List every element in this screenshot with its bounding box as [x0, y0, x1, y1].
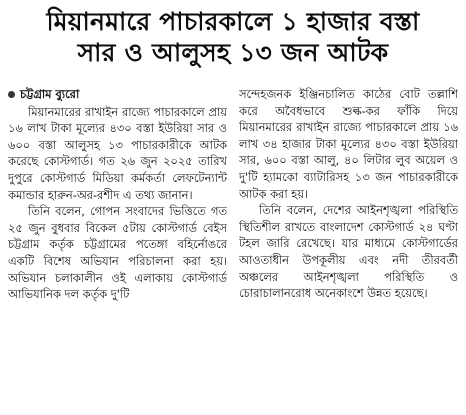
paragraph: তিনি বলেন, দেশের আইনশৃঙ্খলা পরিস্থিতি স্থিতিশীল রাখতে বাংলাদেশ কোস্টগার্ড ২৪ ঘণ্টা টহল জারি রেখেছে। যার মাধ্যমে কোস্টগার্ডের আওতাধীন উপকূলীয় এবং নদী তীরবর্তী অঞ্চলের আইনশৃঙ্খলা পরিস্থিতি ও চোরাচালানরোধ অনেকাংশে উন্নত হয়েছে। [239, 203, 458, 301]
byline-text: চট্টগ্রাম ব্যুরো [20, 87, 80, 101]
article-body [8, 86, 458, 415]
left-column [8, 86, 227, 415]
headline-line-2: সার ও আলুসহ ১৩ জন আটক [77, 38, 389, 67]
paragraph: তিনি বলেন, গোপন সংবাদের ভিত্তিতে গত ২৫ জুন বুধবার বিকেল ৫টায় কোস্টগার্ড বেইস চট্টগ্রাম কর্তৃক চট্টগ্রামের পতেঙ্গা বহির্নোঙরে একটি বিশেষ অভিযান পরিচালনা করা হয়। অভিযান চলাকালীন ওই এলাকায় কোস্টগার্ড আভিযানিক দল কর্তৃক দু'টি [8, 204, 227, 302]
headline [8, 6, 458, 68]
headline-line-1: মিয়ানমারে পাচারকালে ১ হাজার বস্তা [46, 7, 420, 36]
paragraph: সন্দেহজনক ইঞ্জিনচালিত কাঠের বোট তল্লাশি করে অবৈধভাবে শুল্ক-কর ফাঁকি দিয়ে মিয়ানমারের রাখাইন রাজ্যে পাচারকালে প্রায় ১৬ লাখ ৩৪ হাজার টাকা মূল্যের ৪৩০ বস্তা ইউরিয়া সার, ৬০০ বস্তা আলু, ৪০ লিটার লুব অয়েল ও দু'টি হ্যামকো ব্যাটারিসহ ১৩ জন পাচারকারীকে আটক করা হয়। [239, 87, 458, 201]
bullet-icon [8, 91, 15, 98]
right-column [239, 86, 458, 415]
byline [8, 86, 227, 103]
paragraph: মিয়ানমারের রাখাইন রাজ্যে পাচারকালে প্রায় ১৬ লাখ টাকা মূল্যের ৪৩০ বস্তা ইউরিয়া সার ও ৬০০ বস্তা আলুসহ ১৩ পাচারকারীকে আটক করেছে কোস্টগার্ড। গত ২৬ জুন ২০২৫ তারিখ দুপুরে কোস্টগার্ড মিডিয়া কর্মকর্তা লেফটেন্যান্ট কমান্ডার হারুন-অর-রশীদ এ তথ্য জানান। [8, 104, 227, 202]
